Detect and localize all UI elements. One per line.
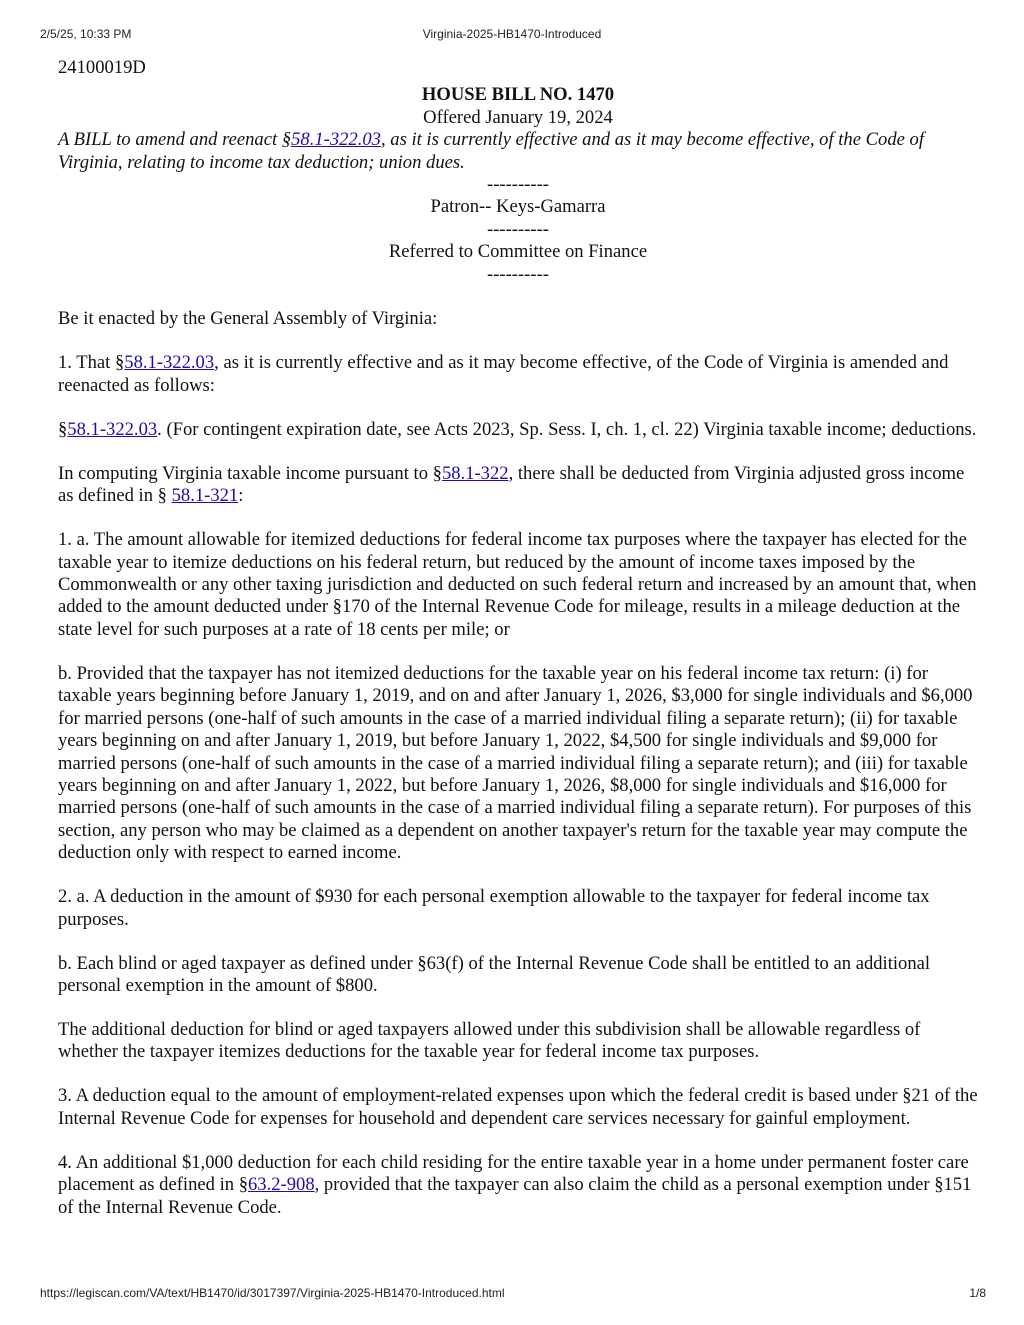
offered-date: Offered January 19, 2024 <box>423 106 613 128</box>
paragraph-2b: b. Each blind or aged taxpayer as defined under §63(f) of the Internal Revenue Code shall be entitled to an additional personal exemption in the amount of $800. <box>58 952 931 996</box>
separator: ---------- <box>487 263 549 285</box>
print-footer <box>0 1286 1024 1302</box>
patron-line: Patron-- Keys-Gamarra <box>430 196 606 218</box>
paragraph-4: 4. An additional $1,000 deduction for each child residing for the entire taxable year in a home under permanent foster care placement as defined in §63.2-908, provided that the taxpayer can also claim the child as a personal exemption under §151 of the Internal Revenue Code. <box>58 1151 972 1218</box>
paragraph-3: 3. A deduction equal to the amount of employment-related expenses upon which the federal credit is based under §21 of the Internal Revenue Code for expenses for household and dependent care services necessary for gainful employment. <box>58 1085 978 1129</box>
bill-subject-prefix: A BILL to amend and reenact § <box>58 129 292 151</box>
section-link-58-1-321[interactable]: 58.1-321 <box>171 485 239 507</box>
print-datetime: 2/5/25, 10:33 PM <box>40 27 132 41</box>
print-url: https://legiscan.com/VA/text/HB1470/id/3017397/Virginia-2025-HB1470-Introduced.html <box>40 1286 505 1300</box>
paragraph-2a: 2. a. A deduction in the amount of $930 for each personal exemption allowable to the taxpayer for federal income tax purposes. <box>58 886 930 930</box>
separator: ---------- <box>487 218 549 240</box>
document-body <box>58 57 978 1219</box>
paragraph-1b: b. Provided that the taxpayer has not itemized deductions for the taxable year on his federal income tax return: (i) for taxable years beginning before January 1, 2019, and on and after January 1, 2026, $3,000 for single individuals and $6,000 for married persons (one-half of such amounts in the case of a married individual filing a separate return); (ii) for taxable years beginning on and after January 1, 2019, but before January 1, 2022, $4,500 for single individuals and $9,000 for married persons (one-half of such amounts in the case of a married individual filing a separate return); and (iii) for taxable years beginning on and after January 1, 2022, but before January 1, 2026, $8,000 for single individuals and $16,000 for married persons (one-half of such amounts in the case of a married individual filing a separate return). For purposes of this section, any person who may be claimed as a dependent on another taxpayer's return for the taxable year may compute the deduction only with respect to earned income. <box>58 662 973 864</box>
bill-title: HOUSE BILL NO. 1470 <box>421 84 615 106</box>
page-indicator: 1/8 <box>969 1286 986 1300</box>
section-link-58-1-322-03[interactable]: 58.1-322.03 <box>67 418 158 440</box>
section-link-58-1-322-03[interactable]: 58.1-322.03 <box>124 352 215 374</box>
section-link-58-1-322-03[interactable]: 58.1-322.03 <box>291 129 381 151</box>
print-header <box>0 27 1024 43</box>
paragraph-2c: The additional deduction for blind or aged taxpayers allowed under this subdivision shall be allowable regardless of whether the taxpayer itemizes deductions for the taxable year for federal income tax purposes. <box>58 1018 921 1063</box>
bill-subject-suffix: , as it is currently effective and as it may become effective, of the Code of Virginia, relating to income tax deduction; union dues. <box>58 129 924 173</box>
section-link-63-2-908[interactable]: 63.2-908 <box>248 1174 315 1196</box>
committee-referral: Referred to Committee on Finance <box>388 241 648 263</box>
section-1-amendment: 1. That §58.1-322.03, as it is currently effective and as it may become effective, of the Code of Virginia is amended and reenacted as follows: <box>58 352 949 396</box>
print-page-title: Virginia-2025-HB1470-Introduced <box>422 27 602 41</box>
document-id: 24100019D <box>58 57 146 78</box>
section-link-58-1-322[interactable]: 58.1-322 <box>441 462 509 484</box>
bill-subject <box>58 129 978 174</box>
computing-paragraph: In computing Virginia taxable income pursuant to §58.1-322, there shall be deducted from Virginia adjusted gross income as defined in § 58.1-321: <box>58 462 965 507</box>
section-heading: §58.1-322.03. (For contingent expiration date, see Acts 2023, Sp. Sess. I, ch. 1, cl. 22) Virginia taxable income; deductions. <box>58 418 977 440</box>
enacting-clause: Be it enacted by the General Assembly of Virginia: <box>58 308 438 330</box>
paragraph-1a: 1. a. The amount allowable for itemized deductions for federal income tax purposes where the taxpayer has elected for the taxable year to itemize deductions on his federal return, but reduced by the amount of income taxes imposed by the Commonwealth or any other taxing jurisdiction and deducted on such federal return and increased by an amount that, when added to the amount deducted under §170 of the Internal Revenue Code for mileage, results in a mileage deduction at the state level for such purposes at a rate of 18 cents per mile; or <box>58 529 977 640</box>
separator: ---------- <box>487 174 549 196</box>
